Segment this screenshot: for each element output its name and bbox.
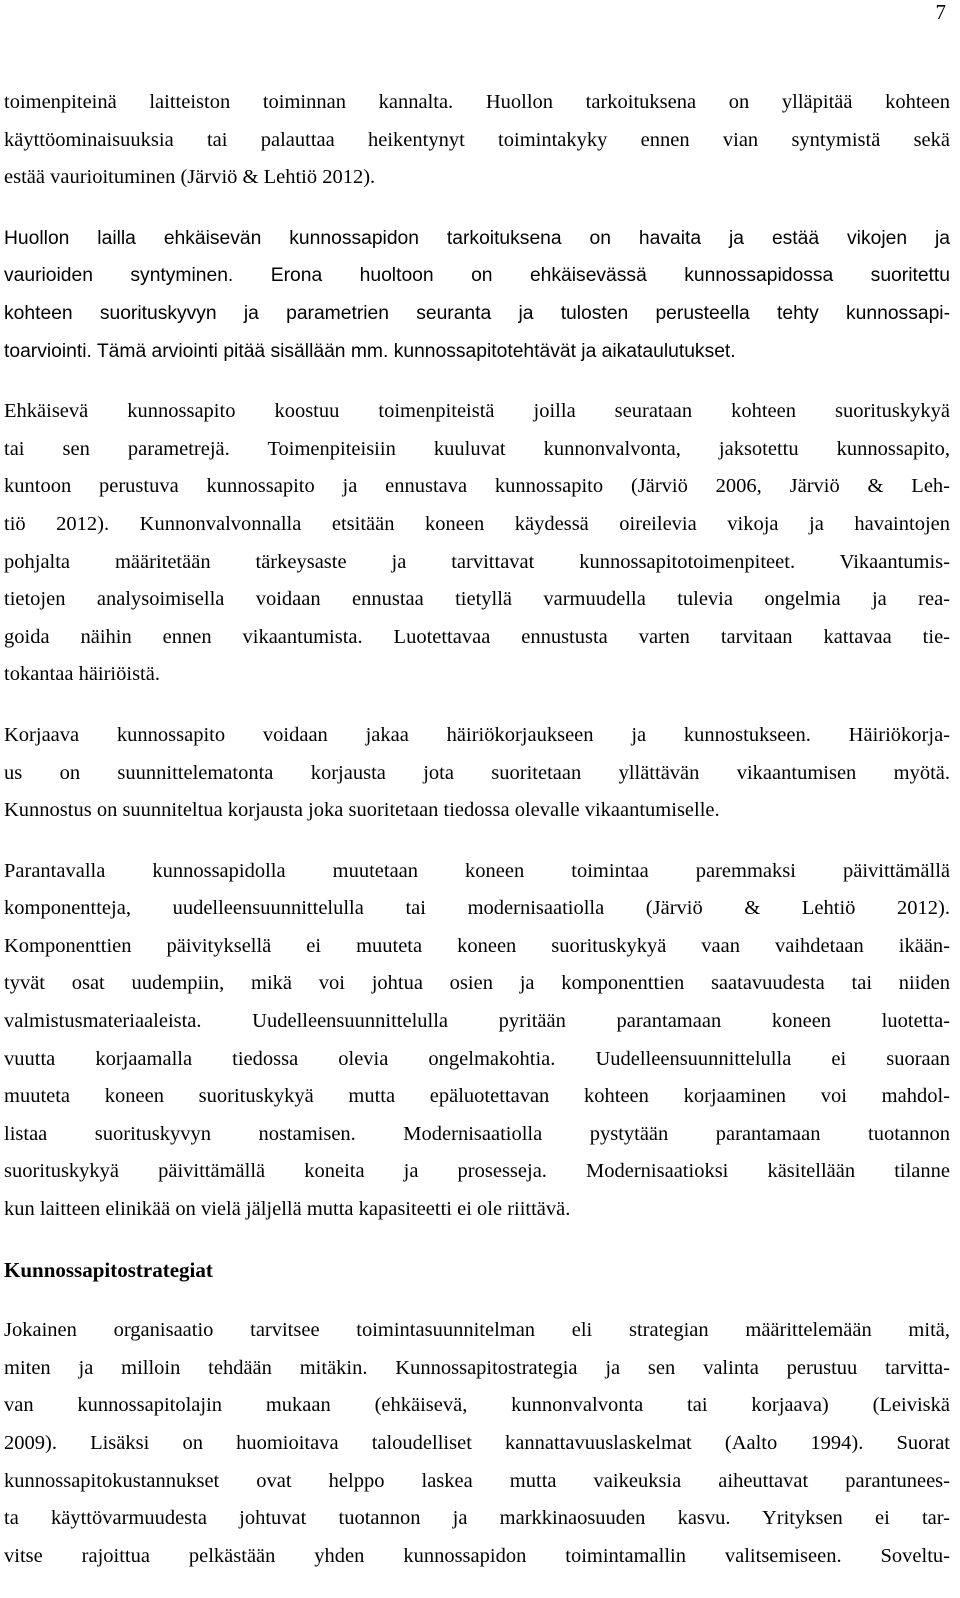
text-line: muuteta koneen suorituskykyä mutta epäluotettavan kohteen korjaaminen voi mahdol- xyxy=(4,1085,950,1108)
text-line: Kunnostus on suunniteltua korjausta joka suoritetaan tiedossa olevalle vikaantumiselle. xyxy=(4,799,720,822)
paragraph xyxy=(4,853,950,1229)
text-line: Korjaava kunnossapito voidaan jakaa häiriökorjaukseen ja kunnostukseen. Häiriökorja- xyxy=(4,723,950,746)
text-line: valmistusmateriaaleista. Uudelleensuunnittelulla pyritään parantamaan koneen luotetta- xyxy=(4,1010,950,1033)
text-line: kun laitteen elinikää on vielä jäljellä mutta kapasiteetti ei ole riittävä. xyxy=(4,1198,571,1221)
text-line: kohteen suorituskyvyn ja parametrien seuranta ja tulosten perusteella tehty kunnossapi- xyxy=(4,302,950,324)
text-line: tyvät osat uudempiin, mikä voi johtua osien ja komponenttien saatavuudesta tai niiden xyxy=(4,972,950,995)
section-heading: Kunnossapitostrategiat xyxy=(4,1257,213,1282)
text-line: Ehkäisevä kunnossapito koostuu toimenpiteistä joilla seurataan kohteen suorituskykyä xyxy=(4,400,950,423)
text-line: käyttöominaisuuksia tai palauttaa heikentynyt toimintakyky ennen vian syntymistä sekä xyxy=(4,128,950,151)
text-line: toimenpiteinä laitteiston toiminnan kannalta. Huollon tarkoituksena on ylläpitää kohteen xyxy=(4,91,950,113)
paragraph xyxy=(4,220,950,370)
text-line: pohjalta määritetään tärkeysaste ja tarvittavat kunnossapitotoimenpiteet. Vikaantumis- xyxy=(4,550,950,573)
text-line: Komponenttien päivityksellä ei muuteta koneen suorituskykyä vaan vaihdetaan ikään- xyxy=(4,934,950,957)
text-line: us on suunnittelematonta korjausta jota suoritetaan yllättävän vikaantumisen myötä. xyxy=(4,761,950,784)
page-number: 7 xyxy=(935,0,946,24)
text-line: komponentteja, uudelleensuunnittelulla tai modernisaatiolla (Järviö & Lehtiö 2012). xyxy=(4,897,950,920)
text-line: suorituskykyä päivittämällä koneita ja prosesseja. Modernisaatioksi käsitellään tilanne xyxy=(4,1160,950,1183)
text-line: tai sen parametrejä. Toimenpiteisiin kuuluvat kunnonvalvonta, jaksotettu kunnossapito, xyxy=(4,437,950,460)
text-line: Huollon lailla ehkäisevän kunnossapidon tarkoituksena on havaita ja estää vikojen ja xyxy=(4,227,950,249)
paragraph xyxy=(4,84,950,197)
text-line: Jokainen organisaatio tarvitsee toimintasuunnitelman eli strategian määrittelemään mitä, xyxy=(4,1319,950,1342)
text-line: kuntoon perustuva kunnossapito ja ennustava kunnossapito (Järviö 2006, Järviö & Leh- xyxy=(4,475,950,498)
text-line: goida näihin ennen vikaantumista. Luotettavaa ennustusta varten tarvitaan kattavaa tie- xyxy=(4,625,950,648)
text-line: tietojen analysoimisella voidaan ennustaa tietyllä varmuudella tulevia ongelmia ja rea- xyxy=(4,588,950,611)
text-line: Parantavalla kunnossapidolla muutetaan koneen toimintaa paremmaksi päivittämällä xyxy=(4,859,950,882)
text-line: kunnossapitokustannukset ovat helppo laskea mutta vaikeuksia aiheuttavat parantunees- xyxy=(4,1469,950,1492)
paragraph xyxy=(4,1312,950,1575)
text-line: vitse rajoittua pelkästään yhden kunnossapidon toimintamallin valitsemiseen. Soveltu- xyxy=(4,1544,950,1567)
paragraph xyxy=(4,393,950,694)
text-line: toarviointi. Tämä arviointi pitää sisällään mm. kunnossapitotehtävät ja aikataulutukset. xyxy=(4,340,736,362)
text-line: vuutta korjaamalla tiedossa olevia ongelmakohtia. Uudelleensuunnittelulla ei suoraan xyxy=(4,1047,950,1070)
text-line: 2009). Lisäksi on huomioitava taloudelliset kannattavuuslaskelmat (Aalto 1994). Suorat xyxy=(4,1432,950,1454)
text-line: tiö 2012). Kunnonvalvonnalla etsitään koneen käydessä oireilevia vikoja ja havaintojen xyxy=(4,512,950,535)
body-text xyxy=(4,84,950,1598)
text-line: estää vaurioituminen (Järviö & Lehtiö 2012). xyxy=(4,166,376,189)
text-line: ta käyttövarmuudesta johtuvat tuotannon ja markkinaosuuden kasvu. Yrityksen ei tar- xyxy=(4,1507,950,1530)
text-line: tokantaa häiriöistä. xyxy=(4,663,160,686)
text-line: miten ja milloin tehdään mitäkin. Kunnossapitostrategia ja sen valinta perustuu tarvitta- xyxy=(4,1356,950,1379)
text-line: van kunnossapitolajin mukaan (ehkäisevä, kunnonvalvonta tai korjaava) (Leiviskä xyxy=(4,1394,950,1417)
text-line: listaa suorituskyvyn nostamisen. Modernisaatiolla pystytään parantamaan tuotannon xyxy=(4,1122,950,1145)
paragraph xyxy=(4,717,950,830)
text-line: vaurioiden syntyminen. Erona huoltoon on ehkäisevässä kunnossapidossa suoritettu xyxy=(4,265,950,287)
